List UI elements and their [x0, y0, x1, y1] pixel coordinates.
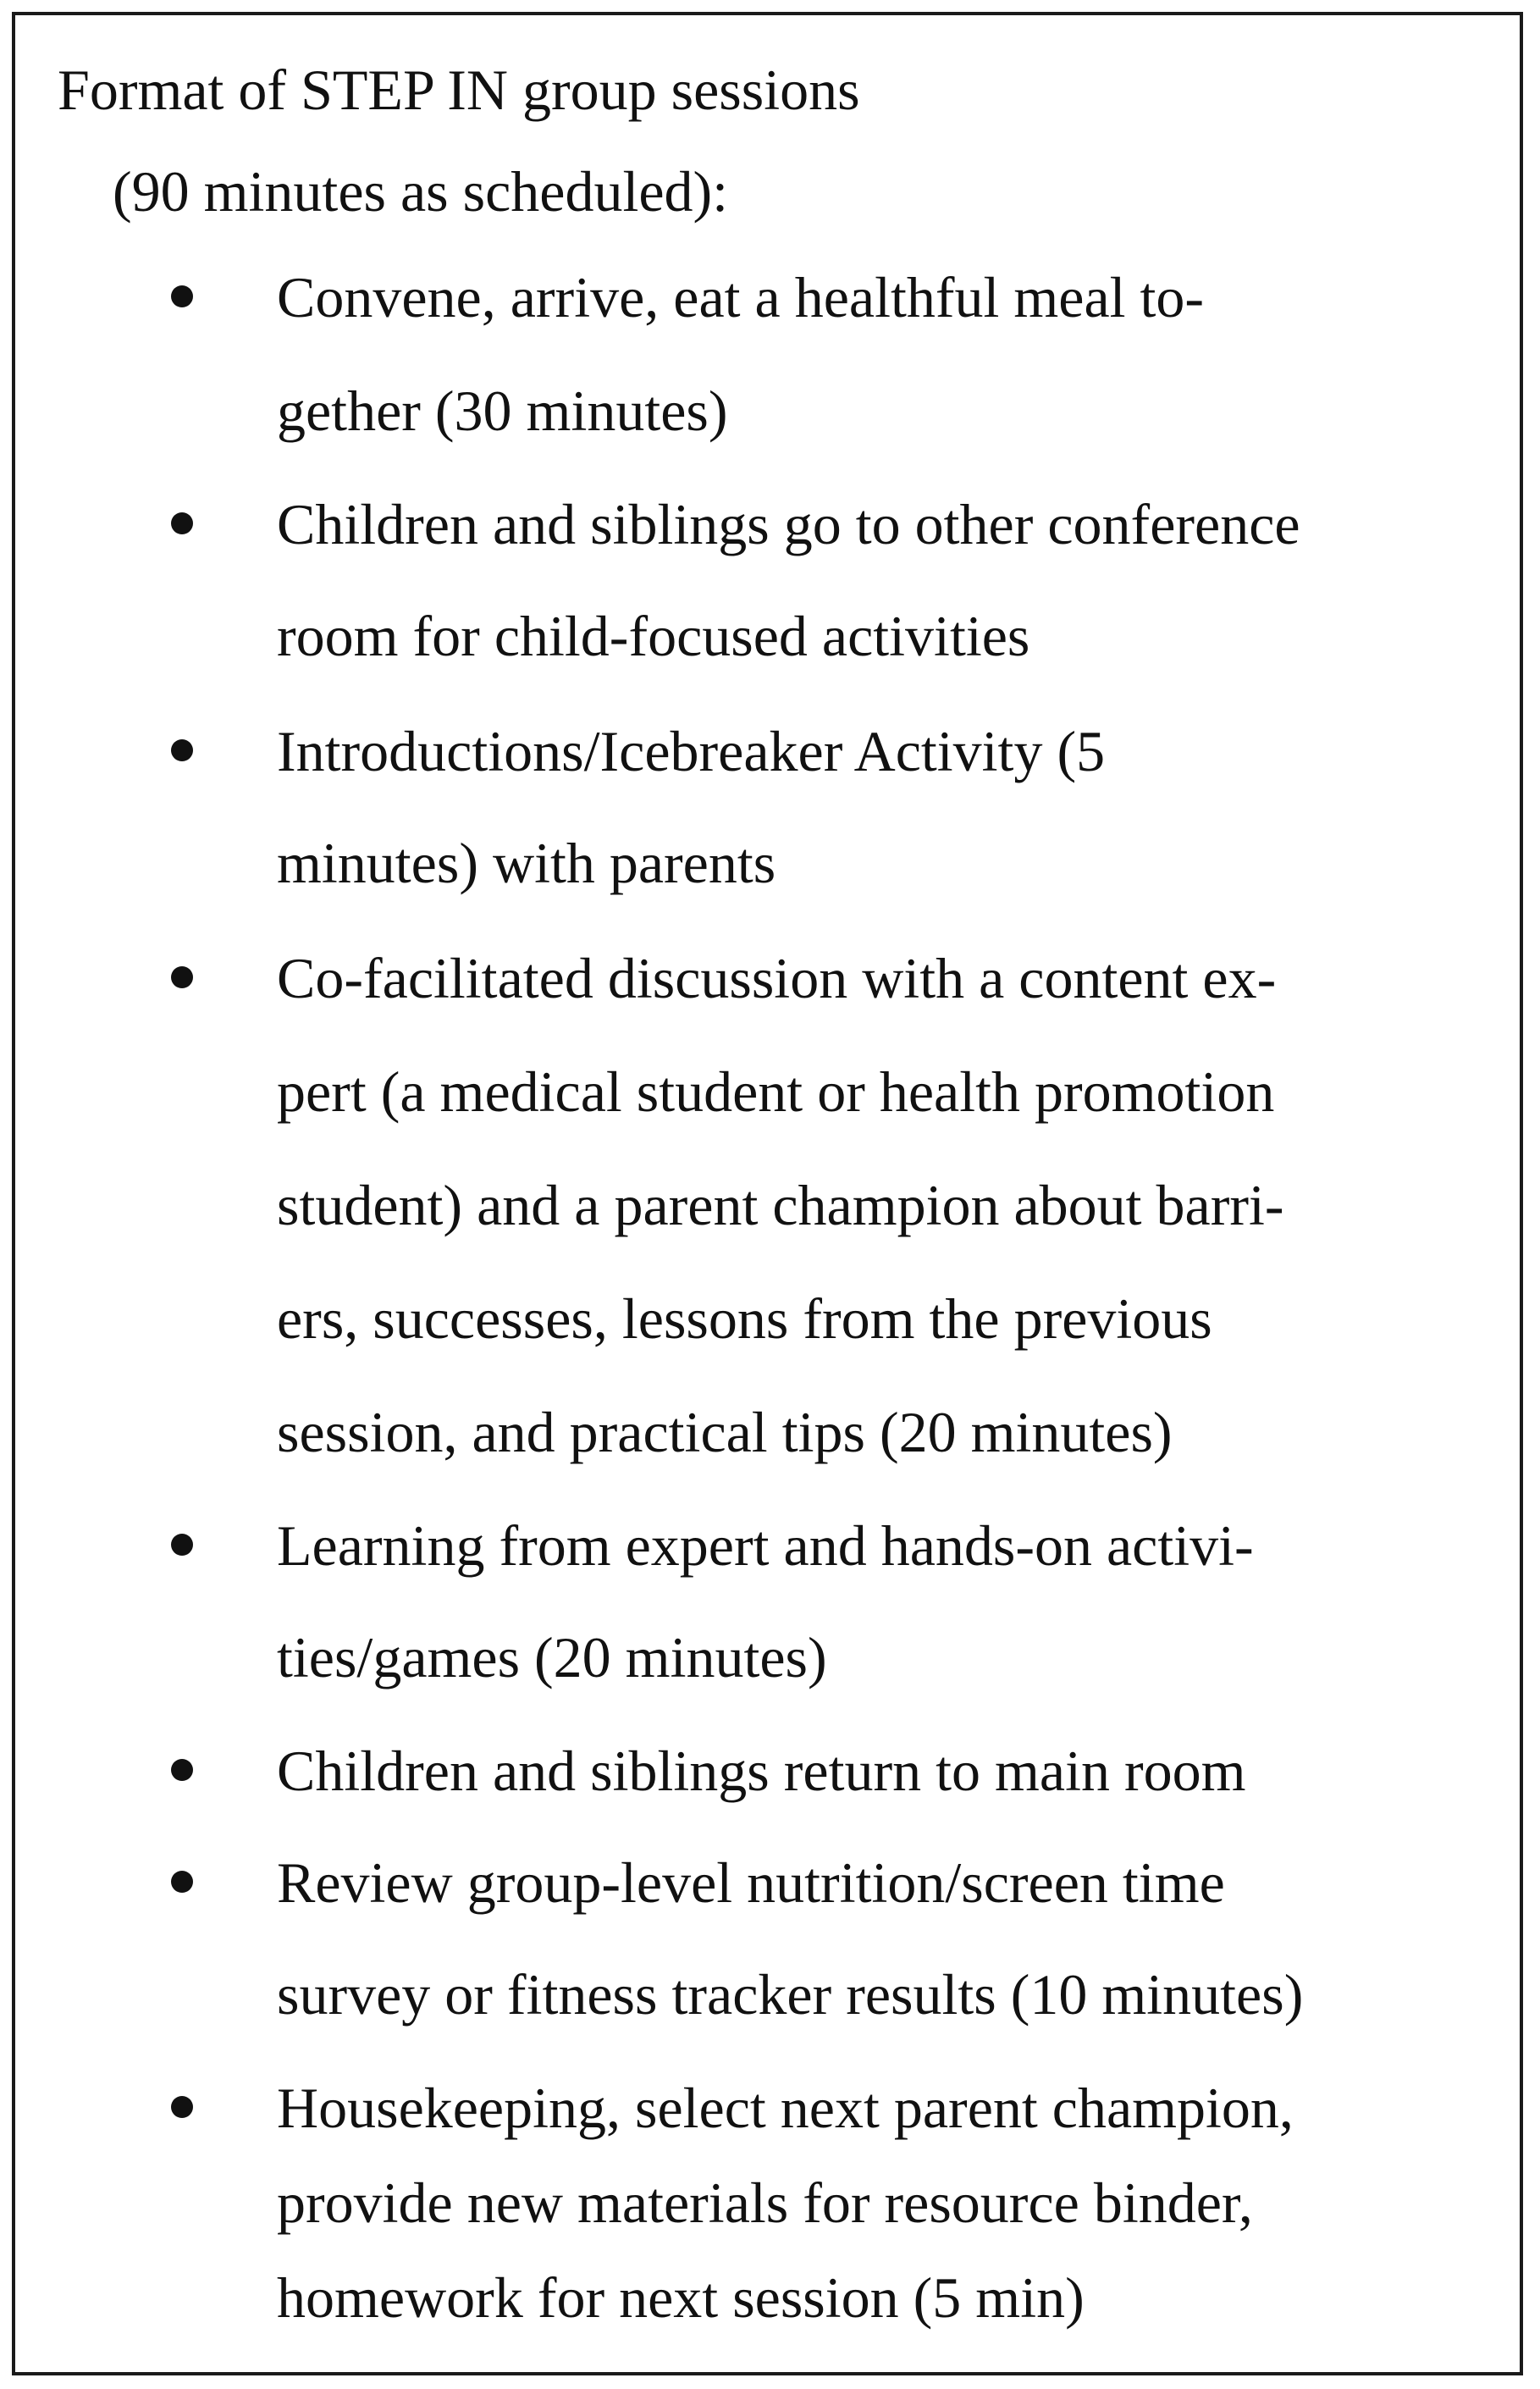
- bullet-icon: [171, 1871, 193, 1893]
- bullet-icon: [171, 285, 193, 307]
- list-item-line: ties/games (20 minutes): [277, 1625, 827, 1689]
- list-item-line: session, and practical tips (20 minutes): [277, 1400, 1173, 1464]
- list-item-line: student) and a parent champion about barri-: [277, 1173, 1284, 1237]
- list-item-line: Children and siblings go to other conference: [277, 492, 1300, 556]
- list-item-line: Co-facilitated discussion with a content ex-: [277, 946, 1277, 1010]
- list-item-line: Learning from expert and hands-on activi-: [277, 1513, 1254, 1578]
- heading-title: Format of STEP IN group sessions: [58, 58, 860, 122]
- list-item-line: pert (a medical student or health promotion: [277, 1059, 1275, 1124]
- list-item-line: homework for next session (5 min): [277, 2265, 1085, 2330]
- list-item-line: survey or fitness tracker results (10 minutes): [277, 1962, 1304, 2027]
- bullet-icon: [171, 1534, 193, 1556]
- bullet-icon: [171, 966, 193, 988]
- list-item-line: minutes) with parents: [277, 831, 776, 895]
- bullet-icon: [171, 1759, 193, 1781]
- list-item-line: Convene, arrive, eat a healthful meal to-: [277, 265, 1205, 329]
- heading-subtitle: (90 minutes as scheduled):: [113, 159, 729, 224]
- bullet-icon: [171, 2096, 193, 2118]
- bullet-icon: [171, 512, 193, 534]
- list-item-line: Review group-level nutrition/screen time: [277, 1850, 1225, 1915]
- list-item-line: gether (30 minutes): [277, 379, 728, 443]
- list-item-line: Children and siblings return to main room: [277, 1739, 1246, 1803]
- bullet-icon: [171, 739, 193, 761]
- list-item-line: provide new materials for resource binder,: [277, 2171, 1253, 2235]
- list-item-line: room for child-focused activities: [277, 604, 1030, 668]
- list-item-line: ers, successes, lessons from the previous: [277, 1286, 1212, 1351]
- list-item-line: Introductions/Icebreaker Activity (5: [277, 719, 1106, 783]
- list-item-line: Housekeeping, select next parent champion,: [277, 2076, 1294, 2140]
